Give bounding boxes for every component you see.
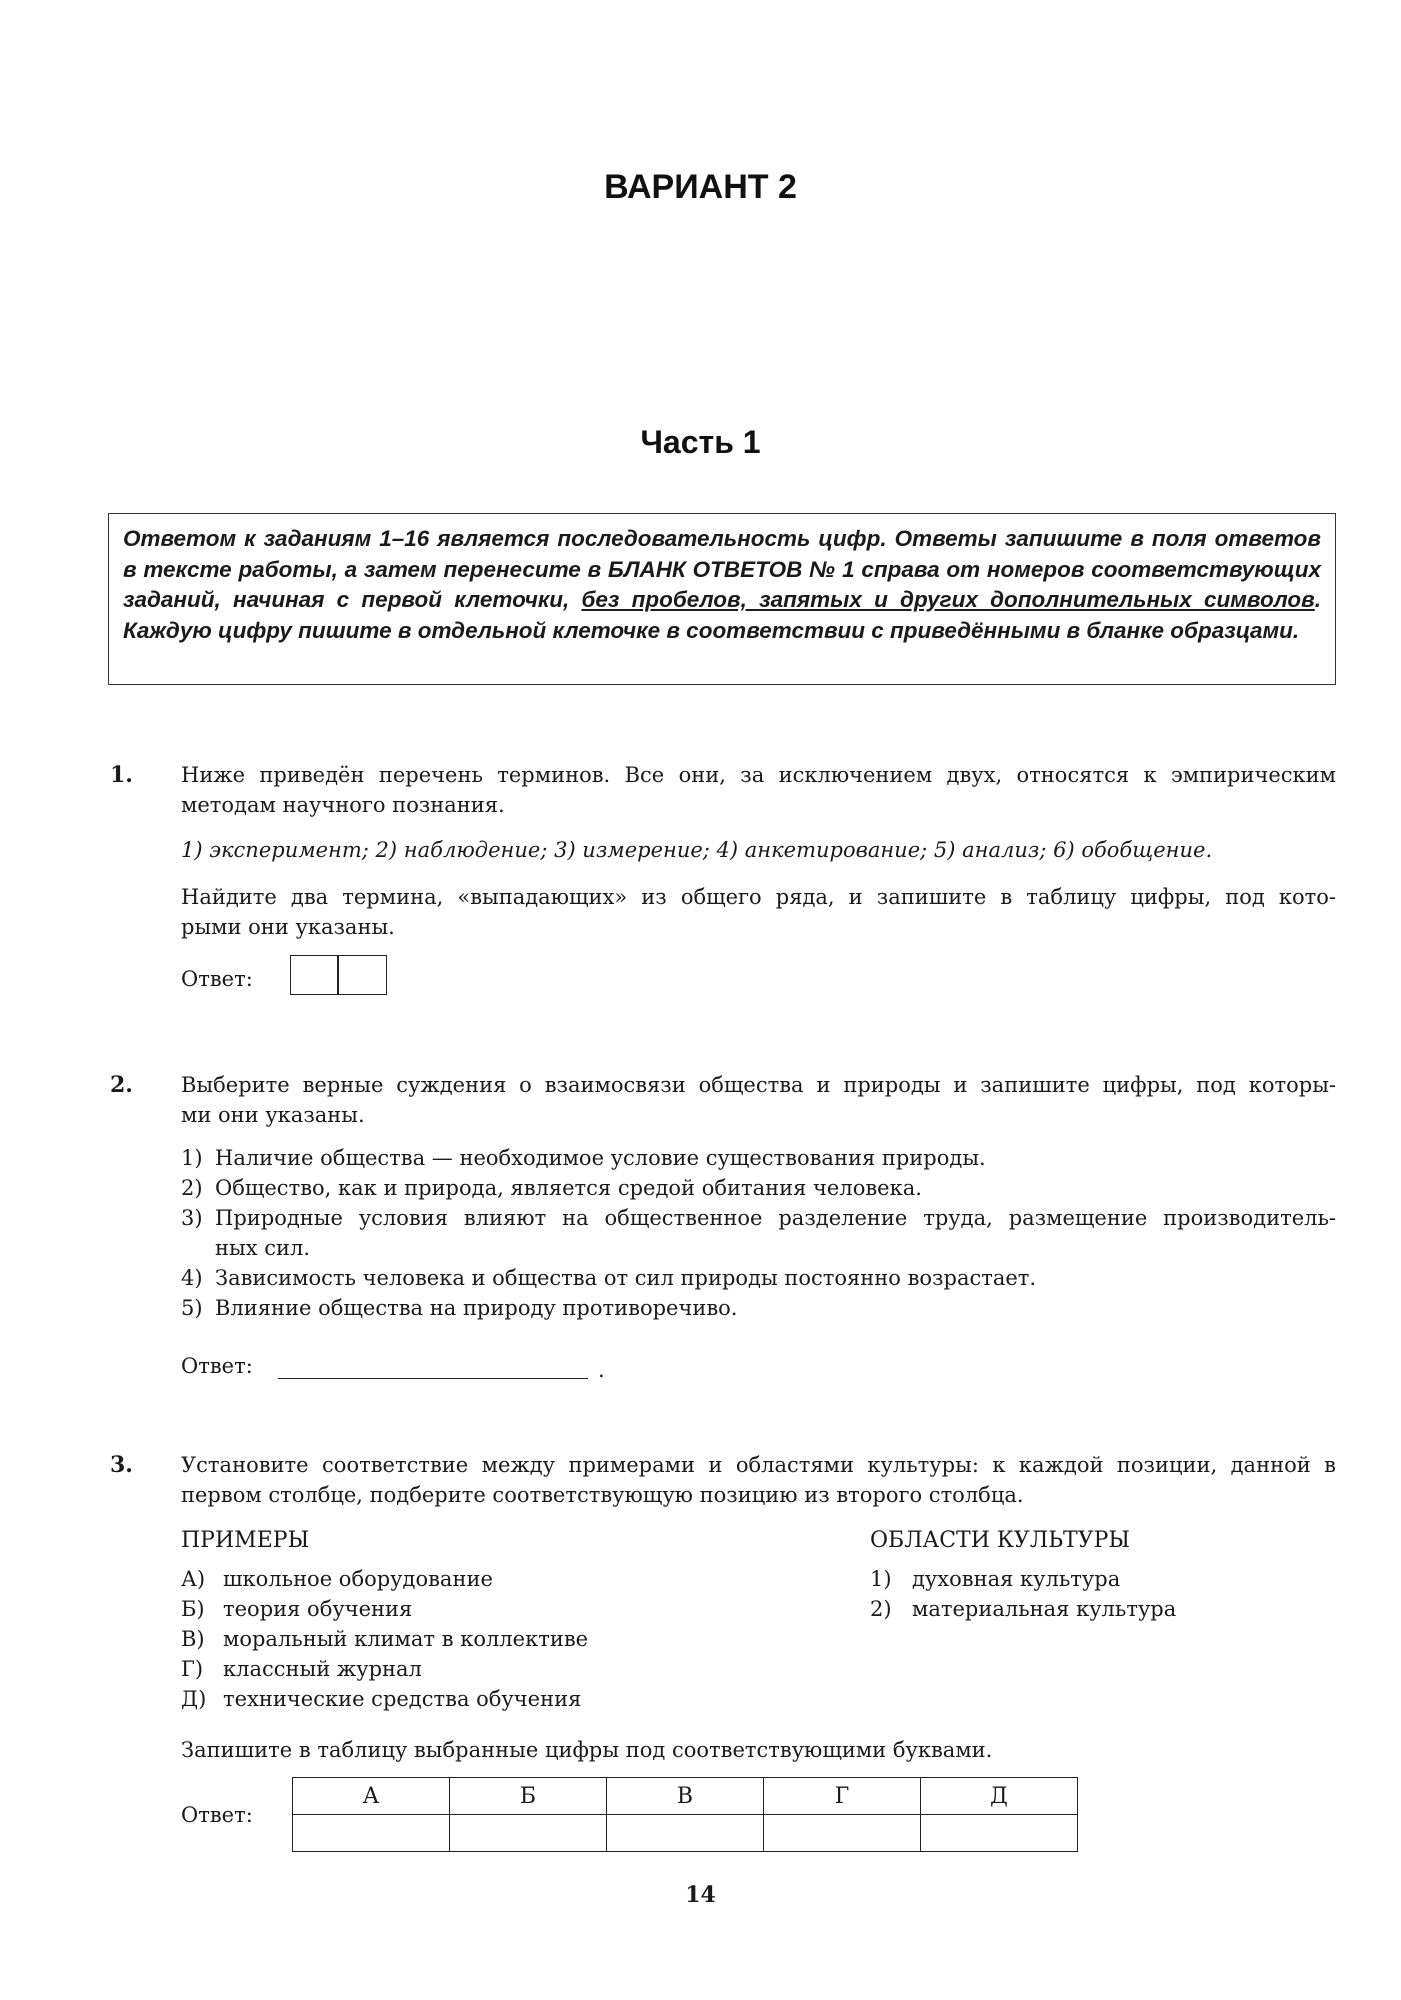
task3-example [181, 1654, 588, 1684]
task3-example [181, 1594, 588, 1624]
task3-answer-header-cell: Д [921, 1778, 1078, 1815]
task2-answer-line[interactable] [278, 1378, 588, 1379]
task2-number: 2. [110, 1072, 133, 1098]
task2-text-line1: Выберите верные суждения о взаимосвязи общества и природы и запишите цифры, под которы- [181, 1073, 1336, 1097]
task2-answer-label: Ответ: [181, 1354, 253, 1378]
task3-answer-table [292, 1777, 1078, 1852]
task3-answer-input-cell[interactable] [293, 1815, 450, 1852]
task3-example [181, 1624, 588, 1654]
task3-example-label: Д) [181, 1687, 207, 1711]
task1-answer-cell-1[interactable] [290, 955, 339, 995]
task2-item [181, 1173, 1336, 1203]
task2-item-number: 2) [181, 1176, 203, 1200]
task2-text-line2: ми они указаны. [181, 1103, 365, 1127]
task2-item-number: 1) [181, 1146, 203, 1170]
task3-left-header: ПРИМЕРЫ [181, 1528, 310, 1553]
task2-item-number: 4) [181, 1266, 203, 1290]
task2-item-number: 5) [181, 1296, 203, 1320]
task3-answer-input-cell[interactable] [607, 1815, 764, 1852]
task3-area-label: 1) [870, 1567, 892, 1591]
task3-answer-input-cell[interactable] [764, 1815, 921, 1852]
task3-text [181, 1450, 1336, 1510]
task3-example-text: технические средства обучения [223, 1687, 582, 1711]
instructions-underlined: без пробелов, запятых и других дополнительных символов [581, 587, 1315, 612]
task3-text-line2: первом столбце, подберите соответствующую позицию из второго столбца. [181, 1483, 1024, 1507]
task2-item-text: Природные условия влияют на общественное разделение труда, размещение производитель- [215, 1206, 1336, 1230]
task3-example-text: школьное оборудование [223, 1567, 493, 1591]
task1-text-line2: методам научного познания. [181, 793, 505, 817]
task3-example [181, 1684, 588, 1714]
task2-item-text: Наличие общества — необходимое условие существования природы. [215, 1146, 986, 1170]
task3-answer-input-cell[interactable] [921, 1815, 1078, 1852]
task3-area-label: 2) [870, 1597, 892, 1621]
task3-area-text: материальная культура [912, 1597, 1177, 1621]
task2-answer-dot: . [598, 1358, 605, 1382]
task1-instruction [181, 882, 1336, 942]
task3-example-text: моральный климат в коллективе [223, 1627, 589, 1651]
task1-answer-label: Ответ: [181, 967, 253, 991]
task3-answer-header-cell: В [607, 1778, 764, 1815]
task3-example-label: Г) [181, 1657, 204, 1681]
task3-example-label: Б) [181, 1597, 205, 1621]
task3-answer-header-cell: А [293, 1778, 450, 1815]
task3-text-line1: Установите соответствие между примерами и областями культуры: к каждой позиции, данной в [181, 1453, 1336, 1477]
task3-table-instruction: Запишите в таблицу выбранные цифры под соответствующими буквами. [181, 1738, 993, 1762]
task1-text [181, 760, 1336, 820]
task2-item-text: Зависимость человека и общества от сил природы постоянно возрастает. [215, 1266, 1037, 1290]
task1-text-line1: Ниже приведён перечень терминов. Все они, за исключением двух, относятся к эмпирическим [181, 763, 1336, 787]
task1-terms: 1) эксперимент; 2) наблюдение; 3) измерение; 4) анкетирование; 5) анализ; 6) обобщение. [181, 838, 1213, 862]
task2-item-text: Влияние общества на природу противоречиво. [215, 1296, 738, 1320]
part-title: Часть 1 [640, 424, 761, 460]
task2-item [181, 1293, 1336, 1323]
task3-areas [870, 1564, 1176, 1624]
task2-item [181, 1263, 1336, 1293]
variant-title: ВАРИАНТ 2 [604, 168, 797, 206]
task1-answer-cell-2[interactable] [337, 955, 387, 995]
task3-example-text: теория обучения [223, 1597, 413, 1621]
page-number: 14 [685, 1882, 716, 1908]
task3-example [181, 1564, 588, 1594]
task2-items [181, 1143, 1336, 1323]
task2-item-number: 3) [181, 1206, 203, 1230]
task3-answer-input-row [293, 1815, 1078, 1852]
task3-answer-input-cell[interactable] [450, 1815, 607, 1852]
task2-item-text-cont: ных сил. [215, 1236, 311, 1260]
task3-answer-header-cell: Г [764, 1778, 921, 1815]
instructions-box [108, 513, 1336, 685]
task3-right-header: ОБЛАСТИ КУЛЬТУРЫ [870, 1528, 1131, 1553]
task2-text [181, 1070, 1336, 1130]
task3-answer-header-row [293, 1778, 1078, 1815]
task3-answer-label: Ответ: [181, 1803, 253, 1827]
task2-item [181, 1143, 1336, 1173]
task3-area [870, 1564, 1176, 1594]
task3-number: 3. [110, 1452, 133, 1478]
task3-examples [181, 1564, 588, 1714]
task1-instruction-line2: рыми они указаны. [181, 915, 395, 939]
task3-example-text: классный журнал [223, 1657, 422, 1681]
task3-example-label: В) [181, 1627, 205, 1651]
task3-answer-header-cell: Б [450, 1778, 607, 1815]
task1-number: 1. [110, 762, 133, 788]
task1-instruction-line1: Найдите два термина, «выпадающих» из общего ряда, и запишите в таблицу цифры, под кото- [181, 885, 1336, 909]
task2-item-text: Общество, как и природа, является средой обитания человека. [215, 1176, 922, 1200]
task3-example-label: А) [181, 1567, 206, 1591]
task2-item [181, 1203, 1336, 1263]
task2-item-text-block [215, 1203, 1336, 1263]
instructions-tail: . Каждую цифру пишите в отдельной клеточке в соответствии с приведёнными в бланке образцами. [123, 587, 1321, 643]
task3-area-text: духовная культура [912, 1567, 1121, 1591]
task3-area [870, 1594, 1176, 1624]
instructions-lead: Ответом к заданиям 1–16 является последовательность цифр. Ответы запишите в поля ответов в тексте работы, а затем перенесите в БЛАНК ОТВЕТОВ № 1 справа от номеров соответствующих заданий, начиная с первой клеточки, [123, 526, 1321, 612]
